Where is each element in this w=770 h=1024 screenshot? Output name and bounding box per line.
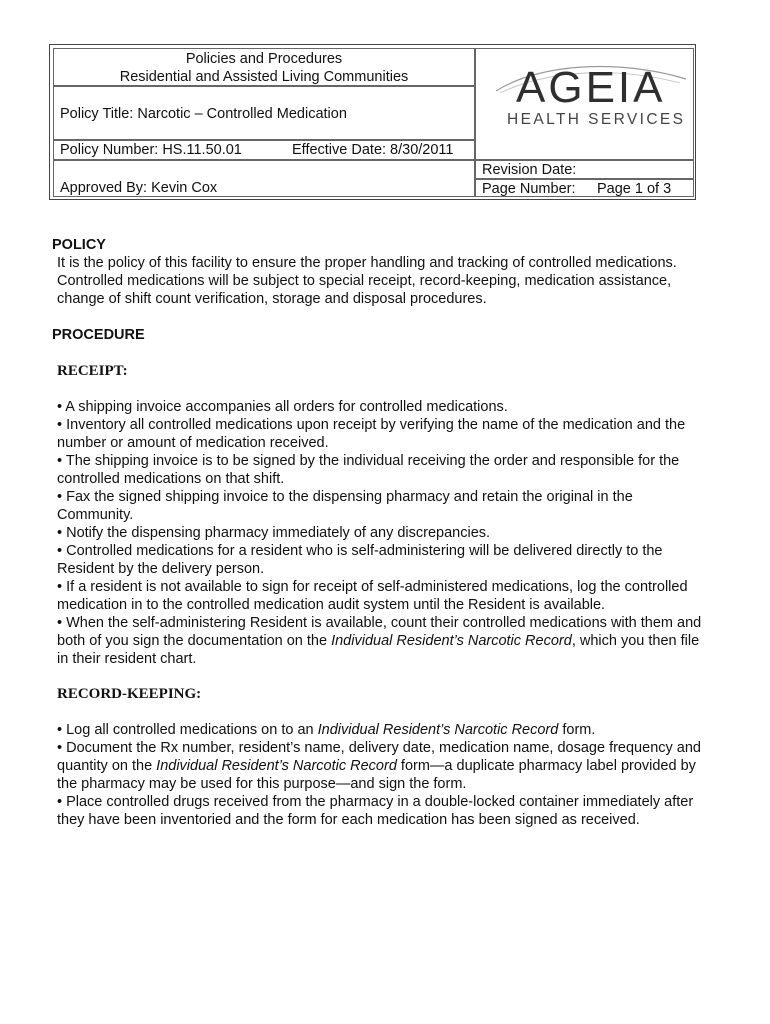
receipt-list bbox=[52, 398, 702, 668]
page-number-label: Page Number: bbox=[482, 181, 576, 197]
logo-subtitle: HEALTH SERVICES bbox=[507, 111, 686, 128]
list-item: • The shipping invoice is to be signed by the individual receiving the order and responsible for the controlled medications on that shift. bbox=[57, 453, 680, 487]
list-item: • If a resident is not available to sign for receipt of self-administered medications, log the controlled medication in to the controlled medication audit system until the Resident is available. bbox=[57, 579, 688, 613]
title-line-1: Policies and Procedures bbox=[185, 51, 343, 67]
title-line-2: Residential and Assisted Living Communities bbox=[119, 69, 409, 85]
approved-by-cell bbox=[53, 160, 475, 197]
list-item: • A shipping invoice accompanies all orders for controlled medications. bbox=[57, 399, 508, 415]
document-body bbox=[52, 236, 702, 829]
policy-title: Policy Title: Narcotic – Controlled Medication bbox=[60, 106, 347, 122]
company-logo bbox=[475, 48, 694, 160]
page-number-cell bbox=[475, 179, 694, 197]
policy-title-cell bbox=[53, 86, 475, 140]
record-keeping-list bbox=[52, 721, 702, 829]
revision-date-cell bbox=[475, 160, 694, 179]
list-item-text: • Document the Rx number, resident’s name, delivery date, medication name, dosage frequency and quantity on the bbox=[57, 740, 701, 774]
procedure-heading: PROCEDURE bbox=[52, 327, 145, 343]
approved-by: Approved By: Kevin Cox bbox=[60, 180, 218, 196]
header-title-cell bbox=[53, 48, 475, 86]
list-item bbox=[57, 721, 702, 739]
list-item: • Fax the signed shipping invoice to the dispensing pharmacy and retain the original in the Community. bbox=[57, 489, 633, 523]
list-item-text: form. bbox=[558, 722, 596, 738]
list-item bbox=[57, 739, 702, 793]
list-item: • Notify the dispensing pharmacy immediately of any discrepancies. bbox=[57, 525, 491, 541]
receipt-heading: RECEIPT: bbox=[57, 363, 128, 379]
form-name: Individual Resident’s Narcotic Record bbox=[156, 758, 397, 774]
page-number-value: Page 1 of 3 bbox=[597, 181, 672, 197]
list-item: • Inventory all controlled medications upon receipt by verifying the name of the medication and the number or amount of medication received. bbox=[57, 417, 686, 451]
header-table bbox=[49, 44, 696, 200]
policy-number-cell bbox=[53, 140, 475, 160]
record-keeping-heading: RECORD-KEEPING: bbox=[57, 686, 202, 702]
policy-number: Policy Number: HS.11.50.01 bbox=[60, 142, 242, 158]
list-item: • Controlled medications for a resident who is self-administering will be delivered directly to the Resident by the delivery person. bbox=[57, 543, 663, 577]
form-name: Individual Resident’s Narcotic Record bbox=[317, 722, 559, 738]
policy-heading: POLICY bbox=[52, 237, 106, 253]
list-item-text: form—a duplicate pharmacy label provided by the pharmacy may be used for this purpose—and sign the form. bbox=[57, 758, 696, 792]
list-item: • Place controlled drugs received from the pharmacy in a double-locked container immediately after they have been inventoried and the form for each medication has been signed as received. bbox=[57, 794, 694, 828]
list-item-text: • Log all controlled medications on to an bbox=[57, 722, 318, 738]
logo-wordmark: AGEIA bbox=[516, 63, 666, 112]
effective-date: Effective Date: 8/30/2011 bbox=[292, 142, 454, 158]
form-name: Individual Resident’s Narcotic Record bbox=[331, 633, 572, 649]
revision-date: Revision Date: bbox=[482, 162, 577, 178]
list-item-text: • When the self-administering Resident is available, count their controlled medications with them and both of you sign the documentation on the bbox=[57, 615, 702, 649]
list-item-text: , which you then file in their resident chart. bbox=[57, 633, 700, 667]
list-item bbox=[57, 614, 702, 668]
policy-text: It is the policy of this facility to ensure the proper handling and tracking of controlled medications. Controlled medications will be subject to special receipt, record-keeping, medication assistance, change of shift count verification, storage and disposal procedures. bbox=[57, 255, 677, 307]
